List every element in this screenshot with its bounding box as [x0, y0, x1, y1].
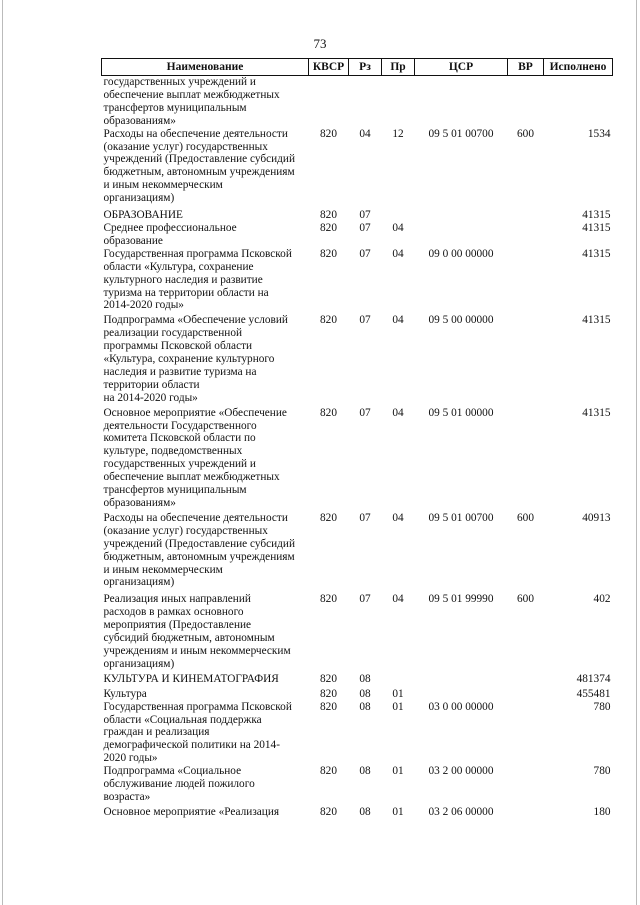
row-kvsr: 820 — [320, 672, 337, 685]
row-csr — [415, 688, 508, 701]
row-name-line: реализации государственной — [103, 327, 243, 340]
row-name-line: бюджетным, автономным учреждениям — [103, 166, 295, 179]
row-rz: 07 — [359, 221, 371, 234]
row-kvsr: 820 — [320, 511, 337, 524]
table-row — [102, 593, 613, 672]
row-name — [102, 76, 309, 128]
table-row — [102, 222, 613, 248]
row-name — [102, 806, 309, 821]
row-name-line: организациям) — [103, 192, 175, 205]
row-name-line: (оказание услуг) государственных — [103, 140, 268, 153]
row-pr: 04 — [392, 511, 404, 524]
row-name-line: Государственная программа Псковской — [103, 247, 292, 260]
table-row — [102, 248, 613, 315]
table-row — [102, 806, 613, 821]
table-row — [102, 701, 613, 766]
row-name-line: Подпрограмма «Обеспечение условий — [103, 314, 288, 327]
row-pr: 01 — [392, 700, 404, 713]
row-name-line: учреждениям и иным некоммерческим — [103, 644, 291, 657]
row-name — [102, 248, 309, 315]
row-rz: 07 — [359, 247, 371, 260]
row-name-line: Подпрограмма «Социальное — [103, 765, 242, 778]
row-pr: 04 — [392, 593, 404, 606]
header-row — [102, 59, 613, 76]
row-pr: 01 — [392, 765, 404, 778]
row-kvsr: 820 — [320, 406, 337, 419]
row-vr — [508, 806, 544, 821]
row-pr: 12 — [392, 127, 404, 140]
row-rz: 08 — [359, 687, 371, 700]
row-name-line: бюджетным, автономным учреждениям — [103, 550, 295, 563]
row-name-line: обеспечение выплат межбюджетных — [103, 471, 280, 484]
row-name-line: наследия и развитие туризма на — [103, 365, 257, 378]
row-csr — [415, 209, 508, 222]
row-vr — [508, 765, 544, 806]
row-rz: 07 — [359, 511, 371, 524]
row-vr: 600 — [517, 511, 534, 524]
row-name-line: на 2014-2020 годы» — [103, 391, 198, 404]
row-name — [102, 593, 309, 672]
row-ispolneno: 180 — [593, 805, 611, 818]
header-vr: ВР — [508, 59, 544, 76]
page-number: 73 — [313, 36, 327, 51]
table-row — [102, 688, 613, 701]
row-csr: 03 0 00 00000 — [428, 700, 494, 713]
row-vr — [508, 314, 544, 406]
row-ispolneno: 780 — [593, 765, 611, 778]
row-name-line: деятельности Государственного — [103, 419, 257, 432]
row-rz: 07 — [359, 314, 371, 327]
row-rz: 04 — [359, 127, 371, 140]
row-pr: 01 — [392, 805, 404, 818]
row-pr — [382, 209, 415, 222]
row-name — [102, 209, 309, 222]
row-kvsr: 820 — [320, 247, 337, 260]
row-ispolneno: 780 — [593, 700, 611, 713]
row-name-line: граждан и реализация — [103, 726, 210, 739]
row-ispolneno: 481374 — [576, 672, 611, 685]
row-vr — [508, 248, 544, 315]
row-pr — [382, 673, 415, 688]
row-vr — [508, 222, 544, 248]
row-name-line: Государственная программа Псковской — [103, 700, 292, 713]
row-name-line: трансфертов муниципальным — [103, 101, 247, 114]
row-ispolneno: 41315 — [582, 314, 611, 327]
header-rz: Рз — [349, 59, 382, 76]
table-row — [102, 407, 613, 512]
row-ispolneno: 455481 — [576, 687, 611, 700]
row-name-line: учреждений (Предоставление субсидий — [103, 537, 296, 550]
scan-edge-right — [636, 0, 637, 905]
row-name-line: (оказание услуг) государственных — [103, 524, 268, 537]
table-body — [102, 76, 613, 821]
row-name-line: программы Псковской области — [103, 340, 253, 353]
row-kvsr: 820 — [320, 127, 337, 140]
row-kvsr: 820 — [320, 314, 337, 327]
row-name-line: Расходы на обеспечение деятельности — [103, 511, 288, 524]
row-name — [102, 128, 309, 209]
row-vr — [508, 673, 544, 688]
row-vr: 600 — [517, 127, 534, 140]
table-row — [102, 314, 613, 406]
row-name — [102, 314, 309, 406]
row-name-line: организациям) — [103, 576, 175, 589]
row-csr: 09 5 00 00000 — [428, 314, 494, 327]
row-rz: 08 — [359, 672, 371, 685]
row-csr: 03 2 00 00000 — [428, 765, 494, 778]
row-name-line: расходов в рамках основного — [103, 606, 244, 619]
row-name-line: Расходы на обеспечение деятельности — [103, 127, 288, 140]
row-name — [102, 222, 309, 248]
row-kvsr: 820 — [320, 700, 337, 713]
row-name-line: организациям) — [103, 657, 175, 670]
row-name-line: демографической политики на 2014- — [103, 739, 280, 752]
row-name-line: государственных учреждений и — [103, 458, 256, 471]
row-name-line: образованиям» — [103, 497, 176, 509]
row-name — [102, 765, 309, 806]
row-rz: 08 — [359, 805, 371, 818]
row-name-line: туризма на территории области на — [103, 286, 269, 299]
row-ispolneno — [544, 76, 613, 128]
row-name-line: и иным некоммерческим — [103, 563, 223, 576]
row-name-line: учреждений (Предоставление субсидий — [103, 153, 296, 166]
row-name-line: трансфертов муниципальным — [103, 484, 247, 497]
row-name-line: ОБРАЗОВАНИЕ — [103, 209, 183, 222]
row-pr: 01 — [392, 687, 404, 700]
row-ispolneno: 1534 — [587, 127, 611, 140]
row-rz: 07 — [359, 406, 371, 419]
row-vr — [508, 407, 544, 512]
row-name — [102, 688, 309, 701]
row-name-line: обслуживание людей пожилого — [103, 778, 255, 791]
row-csr — [415, 222, 508, 248]
row-name-line: культурного наследия и развитие — [103, 273, 263, 286]
header-ispolneno: Исполнено — [544, 59, 613, 76]
row-name-line: 2014-2020 годы» — [103, 299, 184, 312]
row-name-line: мероприятия (Предоставление — [103, 619, 252, 632]
row-pr: 04 — [392, 247, 404, 260]
row-kvsr: 820 — [320, 687, 337, 700]
row-csr: 09 5 01 00700 — [428, 511, 494, 524]
row-rz: 07 — [359, 209, 371, 222]
row-name-line: Реализация иных направлений — [103, 593, 251, 606]
row-ispolneno: 40913 — [582, 511, 611, 524]
row-name-line: области «Социальная поддержка — [103, 713, 262, 726]
row-vr: 600 — [517, 593, 534, 606]
row-csr: 09 5 01 00700 — [428, 127, 494, 140]
row-kvsr — [309, 76, 349, 128]
row-name-line: 2020 годы» — [103, 752, 158, 765]
table-row — [102, 765, 613, 806]
row-ispolneno: 402 — [593, 593, 611, 606]
row-rz — [349, 76, 382, 128]
table-header — [102, 59, 613, 76]
scan-edge-left — [2, 0, 3, 905]
row-vr — [508, 688, 544, 701]
row-rz: 07 — [359, 593, 371, 606]
row-name-line: области «Культура, сохранение — [103, 260, 254, 273]
header-csr: ЦСР — [415, 59, 508, 76]
row-kvsr: 820 — [320, 209, 337, 222]
row-ispolneno: 41315 — [582, 406, 611, 419]
row-csr: 03 2 06 00000 — [428, 805, 494, 818]
row-name-line: Среднее профессиональное — [103, 221, 237, 234]
row-pr: 04 — [392, 314, 404, 327]
row-kvsr: 820 — [320, 805, 337, 818]
row-kvsr: 820 — [320, 593, 337, 606]
table-row — [102, 128, 613, 209]
row-pr: 04 — [392, 221, 404, 234]
header-pr: Пр — [382, 59, 415, 76]
row-name — [102, 407, 309, 512]
row-csr: 09 5 01 99990 — [428, 593, 494, 606]
header-name: Наименование — [102, 59, 309, 76]
row-pr — [382, 76, 415, 128]
row-name-line: КУЛЬТУРА И КИНЕМАТОГРАФИЯ — [103, 672, 279, 685]
row-name-line: Культура — [103, 687, 147, 700]
row-rz: 08 — [359, 765, 371, 778]
row-csr: 09 0 00 00000 — [428, 247, 494, 260]
row-name-line: Основное мероприятие «Обеспечение — [103, 406, 287, 419]
row-vr — [508, 701, 544, 766]
table-row — [102, 673, 613, 688]
row-name-line: культуре, подведомственных — [103, 445, 243, 458]
row-vr — [508, 209, 544, 222]
row-kvsr: 820 — [320, 765, 337, 778]
row-csr — [415, 76, 508, 128]
row-name-line: субсидий бюджетным, автономным — [103, 632, 275, 645]
row-kvsr: 820 — [320, 221, 337, 234]
row-name-line: «Культура, сохранение культурного — [103, 353, 275, 366]
row-name-line: образование — [103, 234, 163, 247]
row-vr — [508, 76, 544, 128]
row-name-line: обеспечение выплат межбюджетных — [103, 88, 280, 101]
row-name-line: государственных учреждений и — [103, 76, 256, 88]
row-name-line: образованиям» — [103, 114, 176, 127]
table-row — [102, 76, 613, 128]
row-name-line: возраста» — [103, 790, 151, 803]
row-name-line: и иным некоммерческим — [103, 179, 223, 192]
row-ispolneno: 41315 — [582, 209, 611, 222]
row-name-line: комитета Псковской области по — [103, 432, 256, 445]
budget-table — [101, 58, 613, 821]
row-ispolneno: 41315 — [582, 247, 611, 260]
row-name-line: Основное мероприятие «Реализация — [103, 805, 280, 818]
row-name — [102, 701, 309, 766]
row-name-line: территории области — [103, 378, 200, 391]
table-row — [102, 512, 613, 593]
row-name — [102, 512, 309, 593]
row-name — [102, 673, 309, 688]
row-rz: 08 — [359, 700, 371, 713]
row-pr: 04 — [392, 406, 404, 419]
table-row — [102, 209, 613, 222]
row-csr — [415, 673, 508, 688]
header-kvsr: КВСР — [309, 59, 349, 76]
row-ispolneno: 41315 — [582, 221, 611, 234]
row-csr: 09 5 01 00000 — [428, 406, 494, 419]
